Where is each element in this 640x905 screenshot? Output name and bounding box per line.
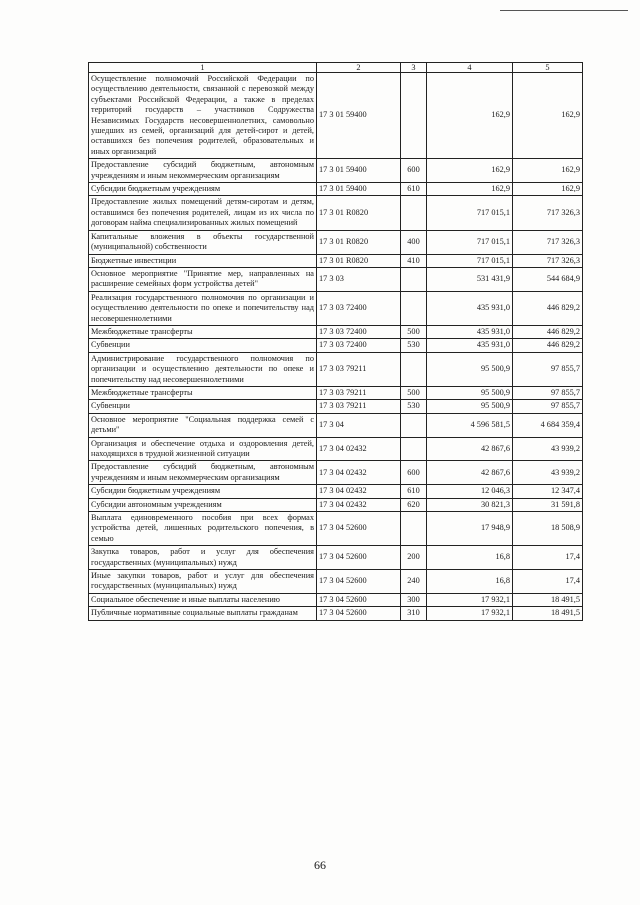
row-code-cell: 17 3 04 52600	[317, 512, 401, 546]
row-name-cell: Субвенции	[89, 400, 317, 413]
row-name-cell: Бюджетные инвестиции	[89, 254, 317, 267]
row-name-cell: Основное мероприятие "Принятие мер, направленных на расширение семейных форм устройства детей"	[89, 267, 317, 291]
row-code-cell: 17 3 03 79211	[317, 400, 401, 413]
header-cell-2: 2	[317, 63, 401, 73]
table-row	[89, 607, 583, 620]
table-row	[89, 512, 583, 546]
row-value-year2-cell: 717 326,3	[513, 230, 583, 254]
row-value-year1-cell: 162,9	[427, 183, 513, 196]
table-row	[89, 498, 583, 511]
table-row	[89, 73, 583, 159]
row-expense-type-cell: 500	[401, 386, 427, 399]
row-name-cell: Организация и обеспечение отдыха и оздоровления детей, находящихся в трудной жизненной ситуации	[89, 437, 317, 461]
row-value-year2-cell: 97 855,7	[513, 400, 583, 413]
row-expense-type-cell: 530	[401, 400, 427, 413]
row-value-year1-cell: 42 867,6	[427, 437, 513, 461]
row-expense-type-cell: 240	[401, 570, 427, 594]
row-name-cell: Предоставление жилых помещений детям-сиротам и детям, оставшимся без попечения родителей, лицам из их числа по договорам найма специализированных жилых помещений	[89, 196, 317, 230]
row-expense-type-cell: 200	[401, 546, 427, 570]
budget-table	[88, 62, 583, 621]
row-code-cell: 17 3 04 52600	[317, 593, 401, 606]
row-value-year2-cell: 12 347,4	[513, 485, 583, 498]
row-expense-type-cell	[401, 413, 427, 437]
row-expense-type-cell	[401, 437, 427, 461]
row-value-year2-cell: 97 855,7	[513, 386, 583, 399]
row-value-year2-cell: 162,9	[513, 73, 583, 159]
row-value-year2-cell: 717 326,3	[513, 254, 583, 267]
row-code-cell: 17 3 03	[317, 267, 401, 291]
row-expense-type-cell: 620	[401, 498, 427, 511]
row-name-cell: Субсидии автономным учреждениям	[89, 498, 317, 511]
row-value-year2-cell: 18 491,5	[513, 593, 583, 606]
row-value-year2-cell: 544 684,9	[513, 267, 583, 291]
header-cell-4: 4	[427, 63, 513, 73]
row-code-cell: 17 3 04 02432	[317, 437, 401, 461]
row-value-year1-cell: 30 821,3	[427, 498, 513, 511]
row-value-year2-cell: 18 491,5	[513, 607, 583, 620]
table-row	[89, 183, 583, 196]
row-value-year2-cell: 446 829,2	[513, 339, 583, 352]
row-value-year2-cell: 31 591,8	[513, 498, 583, 511]
row-code-cell: 17 3 04	[317, 413, 401, 437]
row-name-cell: Субсидии бюджетным учреждениям	[89, 183, 317, 196]
row-name-cell: Межбюджетные трансферты	[89, 386, 317, 399]
row-code-cell: 17 3 04 02432	[317, 485, 401, 498]
row-code-cell: 17 3 03 72400	[317, 291, 401, 325]
row-value-year1-cell: 16,8	[427, 546, 513, 570]
row-name-cell: Предоставление субсидий бюджетным, автономным учреждениям и иным некоммерческим организациям	[89, 159, 317, 183]
table-row	[89, 254, 583, 267]
row-value-year1-cell: 17 932,1	[427, 607, 513, 620]
row-code-cell: 17 3 04 52600	[317, 546, 401, 570]
table-row	[89, 352, 583, 386]
row-expense-type-cell	[401, 73, 427, 159]
row-value-year1-cell: 95 500,9	[427, 386, 513, 399]
row-name-cell: Публичные нормативные социальные выплаты гражданам	[89, 607, 317, 620]
row-expense-type-cell	[401, 267, 427, 291]
row-expense-type-cell	[401, 512, 427, 546]
row-expense-type-cell: 530	[401, 339, 427, 352]
table-row	[89, 570, 583, 594]
row-expense-type-cell: 310	[401, 607, 427, 620]
table-row	[89, 593, 583, 606]
row-code-cell: 17 3 01 R0820	[317, 254, 401, 267]
row-name-cell: Капитальные вложения в объекты государственной (муниципальной) собственности	[89, 230, 317, 254]
row-value-year2-cell: 17,4	[513, 546, 583, 570]
row-value-year2-cell: 446 829,2	[513, 325, 583, 338]
header-row	[89, 63, 583, 73]
row-expense-type-cell: 400	[401, 230, 427, 254]
table-row	[89, 386, 583, 399]
row-code-cell: 17 3 01 R0820	[317, 230, 401, 254]
row-name-cell: Закупка товаров, работ и услуг для обеспечения государственных (муниципальных) нужд	[89, 546, 317, 570]
row-expense-type-cell: 600	[401, 461, 427, 485]
row-code-cell: 17 3 03 79211	[317, 352, 401, 386]
row-value-year2-cell: 97 855,7	[513, 352, 583, 386]
table-row	[89, 196, 583, 230]
row-code-cell: 17 3 01 59400	[317, 183, 401, 196]
row-value-year1-cell: 435 931,0	[427, 339, 513, 352]
row-value-year1-cell: 162,9	[427, 159, 513, 183]
row-value-year2-cell: 162,9	[513, 183, 583, 196]
row-value-year2-cell: 4 684 359,4	[513, 413, 583, 437]
row-value-year2-cell: 18 508,9	[513, 512, 583, 546]
table-row	[89, 339, 583, 352]
table-row	[89, 291, 583, 325]
row-value-year1-cell: 531 431,9	[427, 267, 513, 291]
row-name-cell: Осуществление полномочий Российской Федерации по осуществлению деятельности, связанной с перевозкой между субъектами Российской Федерации, а также в пределах территорий государств – участников Содружества Независимых Государств несовершеннолетних, самовольно ушедших из семей, организаций для детей-сирот и детей, оставшихся без попечения родителей, образовательных и иных организаций	[89, 73, 317, 159]
row-value-year2-cell: 446 829,2	[513, 291, 583, 325]
row-name-cell: Иные закупки товаров, работ и услуг для обеспечения государственных (муниципальных) нужд	[89, 570, 317, 594]
row-value-year1-cell: 95 500,9	[427, 400, 513, 413]
table-row	[89, 485, 583, 498]
table-row	[89, 461, 583, 485]
row-value-year2-cell: 162,9	[513, 159, 583, 183]
header-cell-3: 3	[401, 63, 427, 73]
row-value-year1-cell: 717 015,1	[427, 230, 513, 254]
row-code-cell: 17 3 03 72400	[317, 339, 401, 352]
row-value-year2-cell: 717 326,3	[513, 196, 583, 230]
row-value-year1-cell: 95 500,9	[427, 352, 513, 386]
row-code-cell: 17 3 04 52600	[317, 607, 401, 620]
row-value-year1-cell: 717 015,1	[427, 254, 513, 267]
table-row	[89, 400, 583, 413]
row-name-cell: Субсидии бюджетным учреждениям	[89, 485, 317, 498]
row-code-cell: 17 3 01 59400	[317, 73, 401, 159]
row-value-year1-cell: 17 948,9	[427, 512, 513, 546]
row-value-year1-cell: 162,9	[427, 73, 513, 159]
row-code-cell: 17 3 01 59400	[317, 159, 401, 183]
row-code-cell: 17 3 04 52600	[317, 570, 401, 594]
header-cell-5: 5	[513, 63, 583, 73]
row-expense-type-cell: 300	[401, 593, 427, 606]
row-name-cell: Администрирование государственного полномочия по организации и осуществлению деятельности по опеке и попечительству над несовершеннолетними	[89, 352, 317, 386]
table-row	[89, 267, 583, 291]
row-expense-type-cell	[401, 291, 427, 325]
row-expense-type-cell: 610	[401, 485, 427, 498]
row-value-year1-cell: 42 867,6	[427, 461, 513, 485]
row-name-cell: Реализация государственного полномочия по организации и осуществлению деятельности по опеке и попечительству над несовершеннолетними	[89, 291, 317, 325]
row-value-year2-cell: 17,4	[513, 570, 583, 594]
row-name-cell: Предоставление субсидий бюджетным, автономным учреждениям и иным некоммерческим организациям	[89, 461, 317, 485]
row-code-cell: 17 3 03 72400	[317, 325, 401, 338]
row-expense-type-cell	[401, 352, 427, 386]
row-expense-type-cell: 500	[401, 325, 427, 338]
table-row	[89, 159, 583, 183]
row-expense-type-cell	[401, 196, 427, 230]
row-value-year1-cell: 17 932,1	[427, 593, 513, 606]
row-value-year1-cell: 16,8	[427, 570, 513, 594]
row-code-cell: 17 3 04 02432	[317, 498, 401, 511]
table-row	[89, 437, 583, 461]
row-name-cell: Межбюджетные трансферты	[89, 325, 317, 338]
row-value-year1-cell: 4 596 581,5	[427, 413, 513, 437]
page-number: 66	[314, 858, 326, 872]
row-name-cell: Основное мероприятие "Социальная поддержка семей с детьми"	[89, 413, 317, 437]
row-name-cell: Выплата единовременного пособия при всех формах устройства детей, лишенных родительского попечения, в семью	[89, 512, 317, 546]
row-value-year1-cell: 435 931,0	[427, 325, 513, 338]
row-code-cell: 17 3 04 02432	[317, 461, 401, 485]
row-name-cell: Субвенции	[89, 339, 317, 352]
table-row	[89, 230, 583, 254]
row-expense-type-cell: 600	[401, 159, 427, 183]
row-code-cell: 17 3 03 79211	[317, 386, 401, 399]
row-value-year1-cell: 717 015,1	[427, 196, 513, 230]
row-value-year1-cell: 435 931,0	[427, 291, 513, 325]
row-value-year2-cell: 43 939,2	[513, 461, 583, 485]
table-row	[89, 413, 583, 437]
row-value-year1-cell: 12 046,3	[427, 485, 513, 498]
table-row	[89, 546, 583, 570]
table-row	[89, 325, 583, 338]
row-value-year2-cell: 43 939,2	[513, 437, 583, 461]
row-expense-type-cell: 410	[401, 254, 427, 267]
row-code-cell: 17 3 01 R0820	[317, 196, 401, 230]
row-expense-type-cell: 610	[401, 183, 427, 196]
header-cell-1: 1	[89, 63, 317, 73]
row-name-cell: Социальное обеспечение и иные выплаты населению	[89, 593, 317, 606]
top-rule	[500, 10, 628, 11]
